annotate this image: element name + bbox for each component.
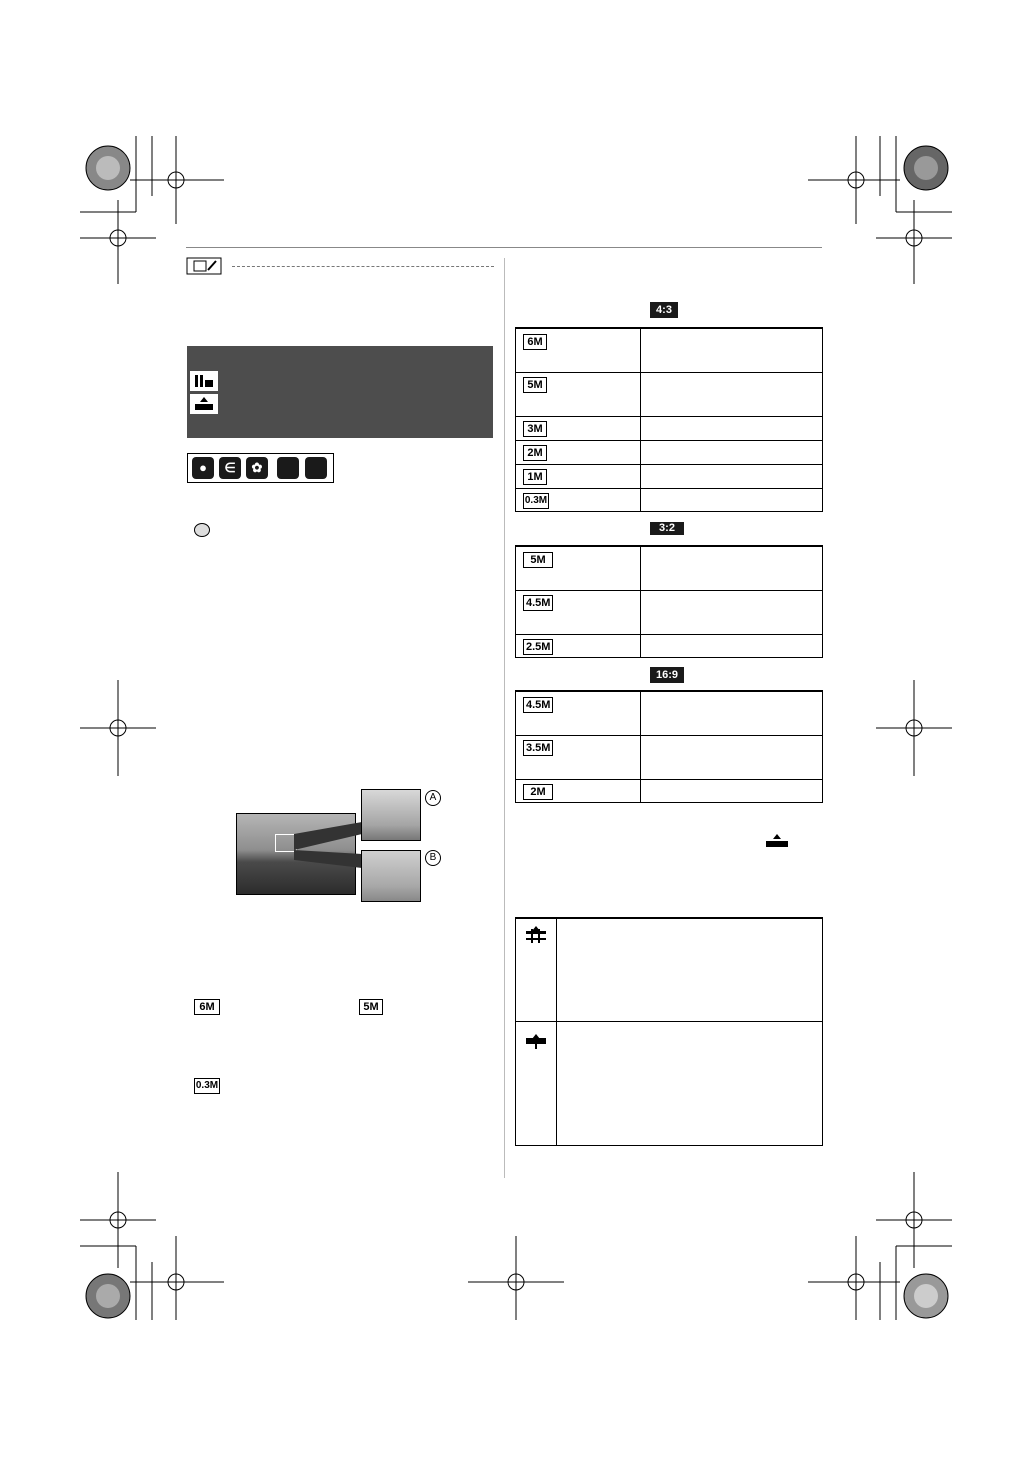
size-icon: 0.3M xyxy=(523,493,549,509)
zoom-lines xyxy=(290,820,370,880)
table-row xyxy=(516,372,822,417)
size-icon: 3M xyxy=(523,421,547,437)
table-row xyxy=(516,488,822,513)
quality-table xyxy=(515,917,823,1146)
size-icon: 5M xyxy=(523,552,553,568)
button-circle-icon xyxy=(194,523,210,537)
note-dashed-line xyxy=(232,266,494,267)
table-row xyxy=(516,1021,822,1147)
color-disc-icon xyxy=(904,1274,948,1318)
size-table-16-9 xyxy=(515,690,823,803)
table-row xyxy=(516,328,822,373)
menu-panel xyxy=(187,346,493,438)
mode-icons-strip xyxy=(187,453,334,483)
note-icon xyxy=(186,257,222,275)
aspect-label-3-2: 3:2 xyxy=(650,522,684,535)
color-disc-icon xyxy=(904,146,948,190)
camera-mode-icon: ● xyxy=(192,457,214,479)
table-row xyxy=(516,590,822,635)
size-icon: 1M xyxy=(523,469,547,485)
table-row xyxy=(516,546,822,591)
scene-mode-icon-2 xyxy=(305,457,327,479)
table-row xyxy=(516,416,822,441)
table-row xyxy=(516,440,822,465)
table-row xyxy=(516,735,822,780)
aspect-label-16-9: 16:9 xyxy=(650,667,684,683)
macro-mode-icon: ✿ xyxy=(246,457,268,479)
color-disc-icon xyxy=(86,1274,130,1318)
photo-b xyxy=(361,850,421,902)
column-divider xyxy=(504,258,505,1178)
size-icon-small: 0.3M xyxy=(194,1078,220,1094)
size-icon: 4.5M xyxy=(523,697,553,713)
size-icon: 2M xyxy=(523,445,547,461)
picture-size-icon xyxy=(190,371,218,391)
size-table-4-3 xyxy=(515,327,823,512)
table-row xyxy=(516,918,822,1022)
quality-icon xyxy=(190,394,218,414)
size-icon: 2M xyxy=(523,784,553,800)
callout-a: A xyxy=(425,790,441,806)
table-row xyxy=(516,779,822,804)
header-rule xyxy=(186,247,822,248)
standard-quality-icon xyxy=(524,1032,548,1050)
size-icon: 4.5M xyxy=(523,595,553,611)
quality-icon-inline xyxy=(764,832,790,850)
size-icon: 5M xyxy=(523,377,547,393)
size-icon: 6M xyxy=(523,334,547,350)
scene-mode-icon xyxy=(277,457,299,479)
table-row xyxy=(516,634,822,659)
size-icon-large: 6M xyxy=(194,999,220,1015)
size-table-3-2 xyxy=(515,545,823,658)
fine-quality-icon xyxy=(524,925,548,945)
economy-mode-icon: ∈ xyxy=(219,457,241,479)
table-row xyxy=(516,464,822,489)
table-row xyxy=(516,691,822,736)
color-disc-icon xyxy=(86,146,130,190)
size-icon-medium: 5M xyxy=(359,999,383,1015)
size-icon: 3.5M xyxy=(523,740,553,756)
aspect-label-4-3: 4:3 xyxy=(650,302,678,318)
size-icon: 2.5M xyxy=(523,639,553,655)
callout-b: B xyxy=(425,850,441,866)
photo-a xyxy=(361,789,421,841)
